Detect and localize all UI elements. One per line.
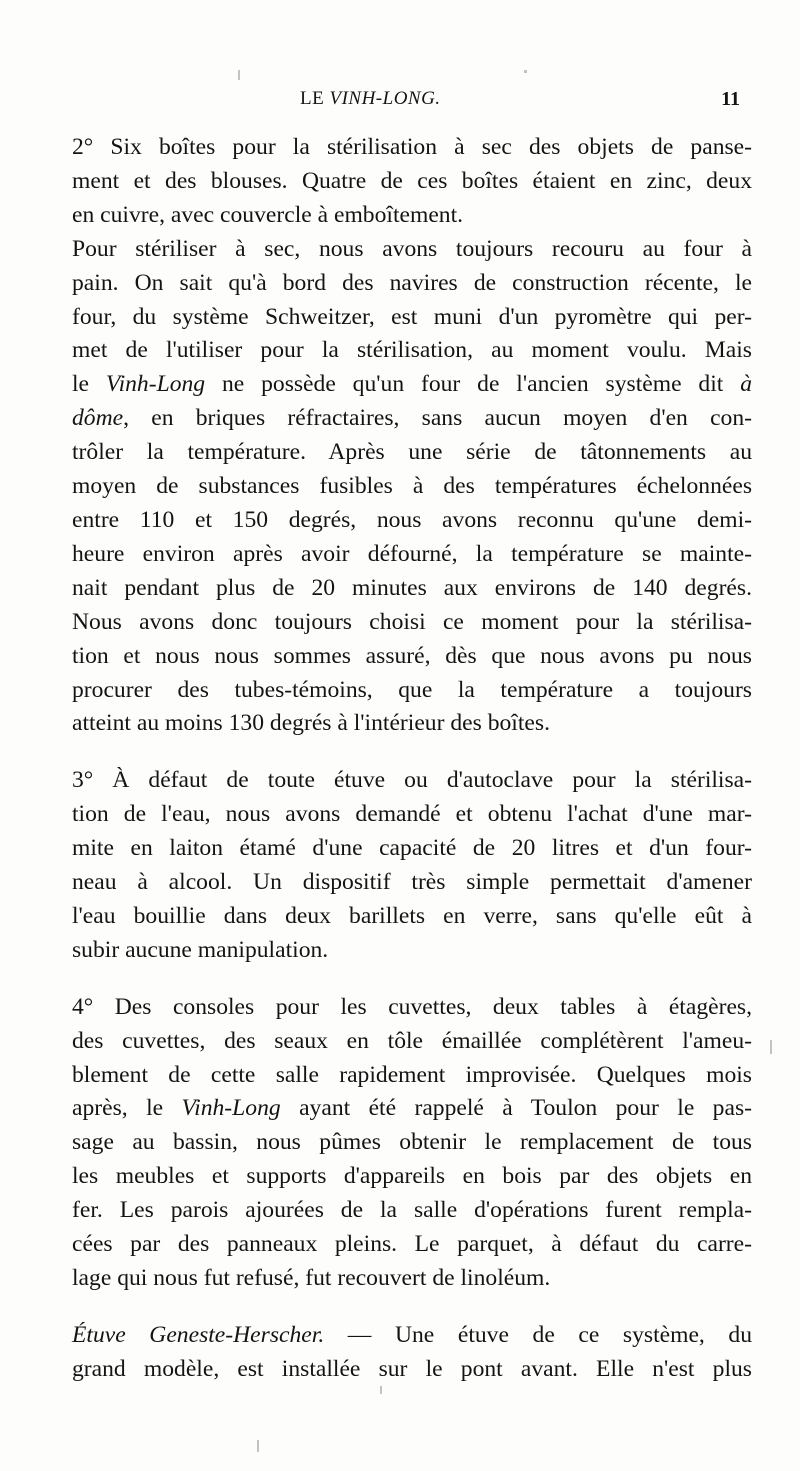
text-line: 2° Six boîtes pour la stérilisation à sec des objets de panse- — [72, 134, 752, 160]
running-title-ship-name: VINH-LONG. — [329, 88, 441, 109]
text-line: l'eau bouillie dans deux barillets en verre, sans qu'elle eût à — [72, 902, 752, 929]
text-line: cées par des panneaux pleins. Le parquet, à défaut du carre- — [72, 1231, 752, 1258]
text-line: neau à alcool. Un dispositif très simple permettait d'amener — [72, 869, 752, 896]
text-line: sage au bassin, nous pûmes obtenir le remplacement de tous — [72, 1129, 752, 1156]
text-line: subir aucune manipulation. — [72, 936, 329, 963]
text-line: après, le Vinh-Long ayant été rappelé à Toulon pour le pas- — [72, 1095, 752, 1122]
text-line: entre 110 et 150 degrés, nous avons reconnu qu'une demi- — [72, 506, 752, 533]
text-line: dôme, en briques réfractaires, sans aucun moyen d'en con- — [72, 405, 752, 432]
text-line: atteint au moins 130 degrés à l'intérieur des boîtes. — [72, 710, 550, 737]
running-title: LE VINH-LONG. — [300, 88, 441, 109]
text-line: mite en laiton étamé d'une capacité de 20 litres et d'un four- — [72, 835, 752, 862]
scan-speck — [380, 1386, 382, 1394]
paragraph-item-4 — [40, 991, 752, 1296]
body-text — [40, 131, 752, 1387]
text-line: blement de cette salle rapidement improvisée. Quelques mois — [72, 1061, 752, 1088]
text-line: Nous avons donc toujours choisi ce moment pour la stérilisa- — [72, 608, 752, 635]
text-line: met de l'utiliser pour la stérilisation, au moment voulu. Mais — [72, 337, 752, 364]
text-line: des cuvettes, des seaux en tôle émaillée complétèrent l'ameu- — [72, 1027, 752, 1054]
paragraph-item-2 — [40, 131, 752, 233]
text-line: les meubles et supports d'appareils en bois par des objets en — [72, 1163, 752, 1190]
scan-speck — [238, 70, 240, 80]
text-line: pain. On sait qu'à bord des navires de construction récente, le — [72, 269, 752, 296]
text-line: grand modèle, est installée sur le pont avant. Elle n'est plus — [72, 1355, 752, 1382]
text-line: four, du système Schweitzer, est muni d'un pyromètre qui per- — [72, 303, 752, 330]
text-line: tion de l'eau, nous avons demandé et obtenu l'achat d'une mar- — [72, 801, 752, 828]
paragraph-spacer — [40, 1296, 752, 1319]
text-line: Pour stériliser à sec, nous avons toujours recouru au four à — [72, 235, 752, 262]
text-line: nait pendant plus de 20 minutes aux environs de 140 degrés. — [72, 574, 752, 601]
text-line: le Vinh-Long ne possède qu'un four de l'ancien système dit à — [72, 371, 752, 398]
text-line: 3° À défaut de toute étuve ou d'autoclave pour la stérilisa- — [72, 767, 752, 794]
page-header — [40, 88, 740, 118]
text-line: Étuve Geneste-Herscher. — Une étuve de ce système, du — [72, 1321, 752, 1348]
text-line: lage qui nous fut refusé, fut recouvert de linoléum. — [72, 1265, 551, 1291]
text-line: tion et nous nous sommes assuré, dès que nous avons pu nous — [72, 642, 752, 669]
text-line: 4° Des consoles pour les cuvettes, deux tables à étagères, — [72, 993, 752, 1020]
text-line: en cuivre, avec couvercle à emboîtement. — [72, 201, 464, 228]
page-number: 11 — [721, 88, 740, 110]
paragraph-item-3 — [40, 764, 752, 967]
paragraph-etuve-geneste-herscher — [40, 1319, 752, 1387]
paragraph-spacer — [40, 968, 752, 991]
text-line: fer. Les parois ajourées de la salle d'opérations furent rempla- — [72, 1197, 752, 1224]
text-line: procurer des tubes-témoins, que la température a toujours — [72, 676, 752, 703]
scan-speck — [524, 70, 527, 73]
text-line: heure environ après avoir défourné, la température se mainte- — [72, 540, 752, 567]
text-line: moyen de substances fusibles à des températures échelonnées — [72, 473, 752, 500]
paragraph-oven-sterilisation — [40, 233, 752, 742]
paragraph-spacer — [40, 741, 752, 764]
text-line: ment et des blouses. Quatre de ces boîtes étaient en zinc, deux — [72, 167, 752, 194]
scan-speck — [770, 1040, 772, 1054]
text-line: trôler la température. Après une série de tâtonnements au — [72, 439, 752, 466]
scan-speck — [257, 1440, 259, 1452]
